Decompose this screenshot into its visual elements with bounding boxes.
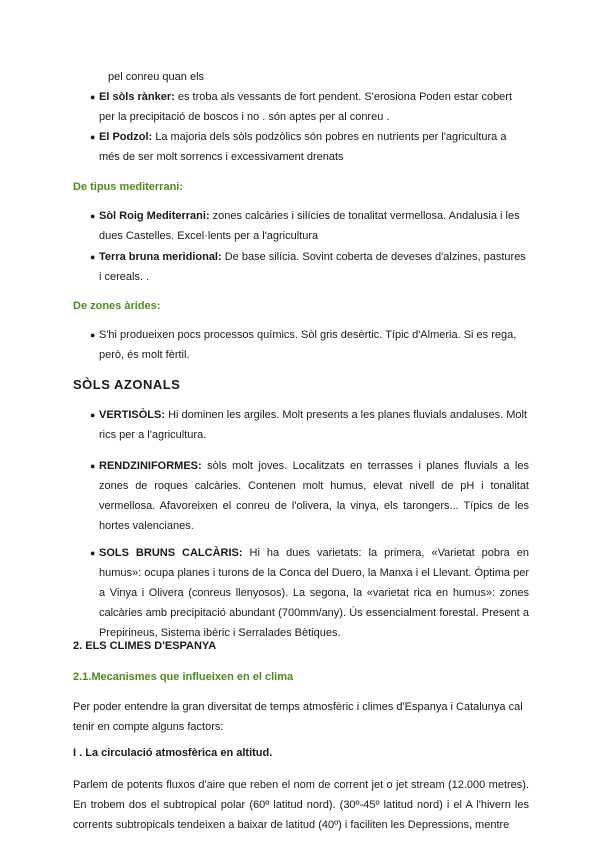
section-heading-mediterranean: De tipus mediterrani: — [73, 181, 184, 193]
chapter-heading: 2. ELS CLIMES D'ESPANYA — [73, 640, 217, 652]
bullet-icon: ● — [90, 132, 96, 142]
term-text: es troba als vessants de fort pendent. S'erosiona Poden estar cobert per la precipitació de boscos i no . són aptes per al conreu . — [99, 91, 513, 123]
term-text: De base silícia. Sovint coberta de deveses d'alzines, pastures i cereals. . — [99, 251, 526, 283]
term-label: Terra bruna meridional: — [99, 251, 222, 263]
term-label: El Podzol: — [99, 131, 153, 143]
bullet-icon: ● — [90, 211, 96, 221]
bullet-icon: ● — [90, 252, 96, 262]
section-heading-arid: De zones àrides: — [73, 300, 161, 312]
bullet-icon: ● — [90, 92, 96, 102]
term-text: sòls molt joves. Localitzats en terrasses i planes fluvials a les zones de roques calcàries. Contenen molt humus, elevat nivell de pH i tonalitat vermellosa. Afavoreixen el conreu de l'olivera, la vinya, els tarongers... Típics de les hortes valencianes. — [99, 460, 529, 532]
list-item-rendziniformes — [99, 456, 529, 536]
circulation-paragraph: Parlem de potents fluxos d'aire que reben el nom de corrent jet o jet stream (12.000 metres). En trobem dos el subtropical polar (60º latitud nord). (30º-45º latitud nord) i el A l'hivern les corrents subtropicals tendeixen a baixar de latitud (40º) i faciliten les Depressions, mentre — [73, 779, 529, 831]
bullet-icon: ● — [90, 410, 96, 420]
list-item-ranker — [99, 87, 529, 127]
list-item-sol-roig — [99, 206, 529, 246]
section-heading-azonal: SÒLS AZONALS — [73, 377, 181, 392]
list-item-sols-bruns — [99, 543, 529, 643]
term-label: Sòl Roig Mediterrani: — [99, 210, 210, 222]
term-label: RENDZINIFORMES: — [99, 460, 202, 472]
bullet-icon: ● — [90, 330, 96, 340]
bullet-icon: ● — [90, 548, 96, 558]
section-heading-circulation: I . La circulació atmosfèrica en altitud. — [73, 747, 273, 759]
term-text: zones calcàries i silícies de tonalitat vermellosa. Andalusia i les dues Castelles. Excel·lents per a l'agricultura — [99, 210, 520, 242]
term-label: El sòls rànker: — [99, 91, 175, 103]
term-text: S'hi produeixen pocs processos químics. Sòl gris desèrtic. Típic d'Almeria. Si es rega, però, és molt fèrtil. — [99, 329, 517, 361]
subsection-heading: 2.1.Mecanismes que influeixen en el clima — [73, 671, 294, 683]
intro-paragraph: Per poder entendre la gran diversitat de temps atmosfèric i climes d'Espanya i Catalunya cal tenir en compte alguns factors: — [73, 701, 523, 733]
list-item-podzol — [99, 127, 529, 167]
term-text: La majoria dels sòls podzòlics són pobres en nutrients per l'agricultura a més de ser molt sorrencs i excessivament drenats — [99, 131, 507, 163]
bullet-icon: ● — [90, 461, 96, 471]
continuation-text: pel conreu quan els — [108, 71, 205, 83]
list-item-vertisols — [99, 405, 529, 445]
term-label: VERTISÒLS: — [99, 409, 166, 421]
list-item-arid — [99, 325, 529, 365]
term-label: SOLS BRUNS CALCÀRIS: — [99, 547, 243, 559]
term-text: Hi dominen les argiles. Molt presents a les planes fluvials andaluses. Molt rics per a l'agricultura. — [99, 409, 527, 441]
list-item-terra-bruna — [99, 247, 529, 287]
term-text: Hi ha dues varietats: la primera, «Varietat pobra en humus»: ocupa planes i turons de la Conca del Duero, la Manxa i el Llevant. Òptima per a Vinya i Olivera (conreus llenyosos). La segona, la «varietat rica en humus»: zones calcàries amb precipitació abundant (700mm/any). Ús essencialment forestal. Present a Prepirineus, Sistema ibèric i Serralades Bètiques. — [99, 547, 529, 639]
